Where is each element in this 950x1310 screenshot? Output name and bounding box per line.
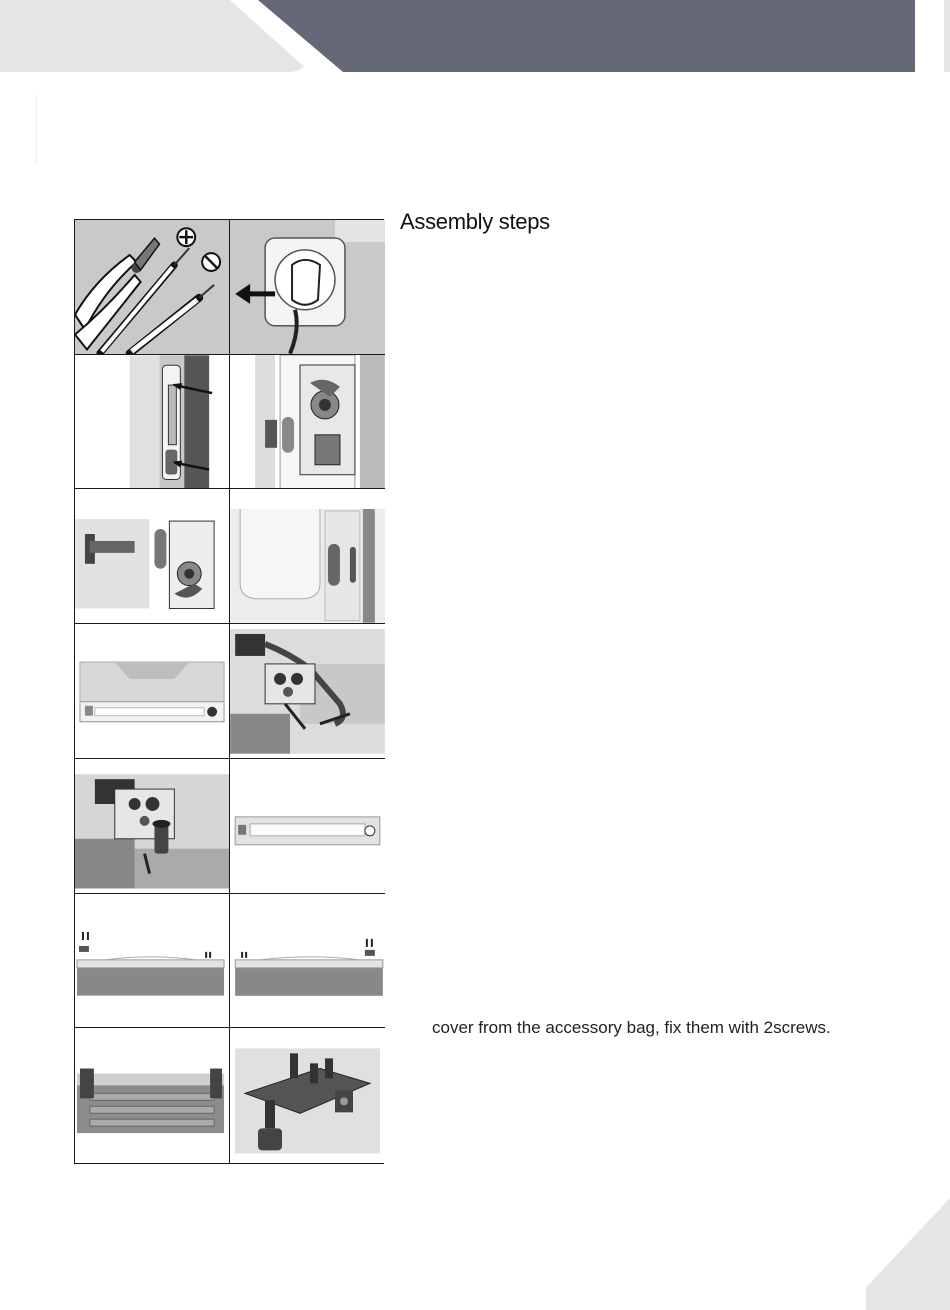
hinge-cover-detail-illustration <box>230 355 385 490</box>
pliers-icon <box>75 220 229 354</box>
header-band-dark <box>258 0 915 72</box>
tools-illustration <box>75 220 230 355</box>
top-cover-front-illustration <box>75 624 230 759</box>
body-text-line: cover from the accessory bag, fix them with 2screws. <box>432 1018 831 1037</box>
screws-right-illustration <box>230 894 385 1029</box>
illustration-grid <box>74 219 384 1164</box>
header-edge-strip <box>944 0 950 72</box>
screws-left-illustration <box>75 894 230 1029</box>
page-corner-decoration <box>866 1198 950 1310</box>
adjustable-foot-illustration <box>230 1028 385 1163</box>
power-socket-icon <box>230 220 385 354</box>
top-hinge-cable-illustration <box>230 624 385 759</box>
page-margin-line <box>36 95 37 163</box>
hinge-cover-removed-illustration <box>75 489 230 624</box>
bottom-hinge-illustration <box>75 1028 230 1163</box>
top-hinge-bolt-illustration <box>75 759 230 894</box>
top-cover-strip-illustration <box>230 759 385 894</box>
section-title: Assembly steps <box>400 209 550 234</box>
door-handle-illustration <box>230 489 385 624</box>
header-band-light <box>0 0 310 72</box>
hinge-cover-arrows-illustration <box>75 355 230 490</box>
unplug-illustration <box>230 220 385 355</box>
